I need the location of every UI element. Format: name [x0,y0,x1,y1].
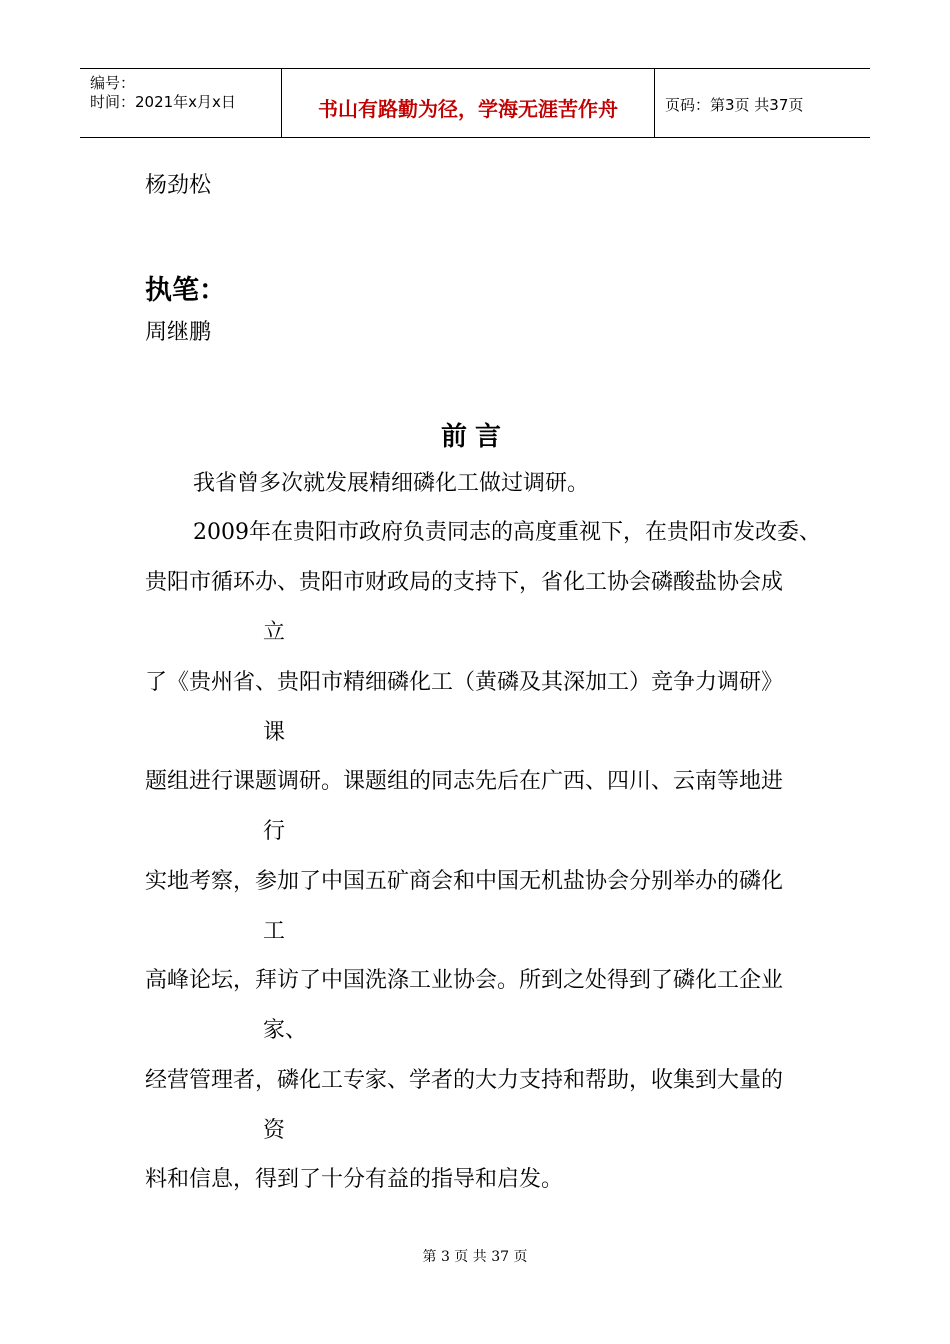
author-name: 杨劲松 [145,173,212,198]
header-info-cell [80,69,282,137]
paragraph-line: 料和信息，得到了十分有益的指导和启发。 [145,1167,564,1192]
writer-heading: 执笔： [145,275,226,306]
page-header [80,68,870,138]
header-page-cell [655,69,870,137]
preface-title: 前言 [440,422,509,452]
header-motto: 书山有路勤为径，学海无涯苦作舟 [318,97,618,121]
header-page-code: 页码：第3页 共37页 [665,96,804,114]
paragraph-line: 家、 [263,1018,308,1043]
paragraph-line: 实地考察，参加了中国五矿商会和中国无机盐协会分别举办的磷化 [145,869,784,894]
paragraph-line: 2009年在贵阳市政府负责同志的高度重视下，在贵阳市发改委、 [193,520,821,545]
paragraph-line: 立 [263,620,286,645]
document-date-label: 时间：2021年x月x日 [90,93,236,111]
paragraph-line: 资 [263,1118,286,1143]
paragraph-line: 课 [263,720,286,745]
paragraph-line: 工 [263,919,286,944]
paragraph-line: 高峰论坛，拜访了中国洗涤工业协会。所到之处得到了磷化工企业 [145,968,784,993]
page-footer: 第 3 页 共 37 页 [422,1249,528,1265]
paragraph-line: 经营管理者，磷化工专家、学者的大力支持和帮助，收集到大量的 [145,1068,784,1093]
paragraph-line: 我省曾多次就发展精细磷化工做过调研。 [193,471,590,496]
paragraph-line: 题组进行课题调研。课题组的同志先后在广西、四川、云南等地进 [145,769,784,794]
writer-name: 周继鹏 [145,320,212,345]
paragraph-line: 了《贵州省、贵阳市精细磷化工（黄磷及其深加工）竞争力调研》 [145,670,784,695]
paragraph-line: 行 [263,819,286,844]
header-motto-cell [282,69,655,137]
document-number-label: 编号： [90,74,136,92]
paragraph-line: 贵阳市循环办、贵阳市财政局的支持下，省化工协会磷酸盐协会成 [145,570,784,595]
